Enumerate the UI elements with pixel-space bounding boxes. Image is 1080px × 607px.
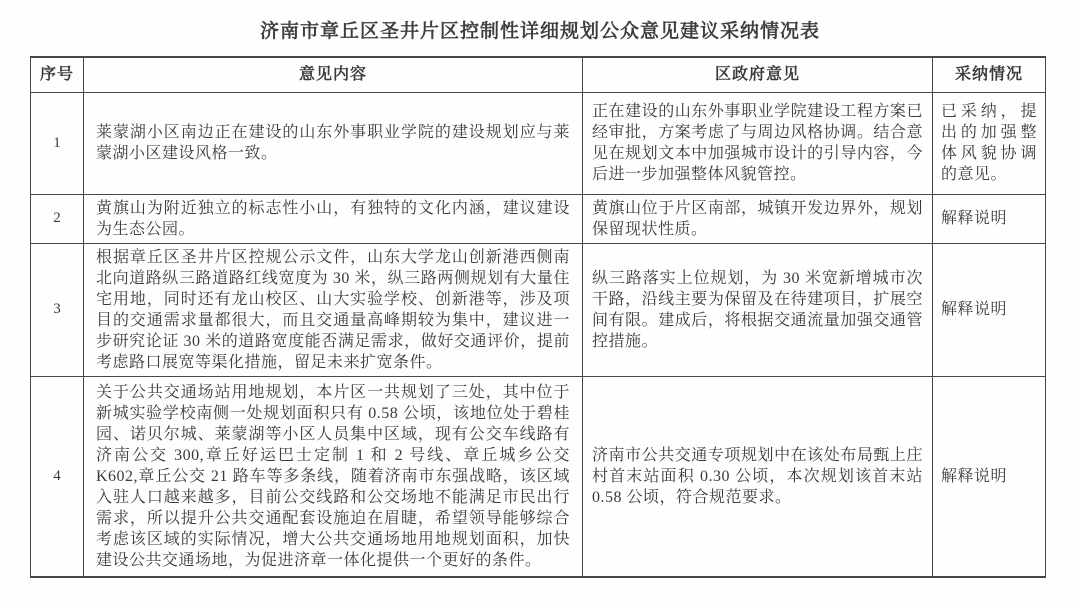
table-row (31, 92, 1046, 194)
row-number-cell: 3 (31, 243, 84, 376)
government-opinion-cell: 济南市公共交通专项规划中在该处布局甄上庄村首末站面积 0.30 公顷，本次规划该首末站 0.58 公顷，符合规范要求。 (583, 376, 933, 577)
row-number-cell: 4 (31, 376, 84, 577)
government-opinion-cell: 黄旗山位于片区南部，城镇开发边界外，规划保留现状性质。 (583, 194, 933, 243)
adoption-status-cell: 解释说明 (933, 194, 1046, 243)
adoption-status-cell: 已采纳，提出的加强整体风貌协调的意见。 (933, 92, 1046, 194)
row-number-cell: 2 (31, 194, 84, 243)
opinion-cell: 黄旗山为附近独立的标志性小山，有独特的文化内涵，建议建设为生态公园。 (84, 194, 583, 243)
adoption-status-cell: 解释说明 (933, 376, 1046, 577)
column-header-government-opinion: 区政府意见 (583, 57, 933, 92)
opinion-cell: 根据章丘区圣井片区控规公示文件，山东大学龙山创新港西侧南北向道路纵三路道路红线宽度为 30 米，纵三路两侧规划有大量住宅用地，同时还有龙山校区、山大实验学校、创新港等，涉及项目的交通需求量都很大，而且交通量高峰期较为集中，建议进一步研究论证 30 米的道路宽度能否满足需求，做好交通评价，提前考虑路口展宽等渠化措施，留足未来扩宽条件。 (84, 243, 583, 376)
column-header-opinion: 意见内容 (84, 57, 583, 92)
column-header-no: 序号 (31, 57, 84, 92)
page-title: 济南市章丘区圣井片区控制性详细规划公众意见建议采纳情况表 (259, 21, 820, 42)
opinion-cell: 莱蒙湖小区南边正在建设的山东外事职业学院的建设规划应与莱蒙湖小区建设风格一致。 (84, 92, 583, 194)
table-row (31, 243, 1046, 376)
adoption-table (30, 56, 1046, 578)
row-number-cell: 1 (31, 92, 84, 194)
table-row (31, 194, 1046, 243)
header-row (31, 57, 1046, 92)
government-opinion-cell: 正在建设的山东外事职业学院建设工程方案已经审批，方案考虑了与周边风格协调。结合意见在规划文本中加强城市设计的引导内容，今后进一步加强整体风貌管控。 (583, 92, 933, 194)
column-header-adoption: 采纳情况 (933, 57, 1046, 92)
adoption-status-cell: 解释说明 (933, 243, 1046, 376)
opinion-cell: 关于公共交通场站用地规划，本片区一共规划了三处，其中位于新城实验学校南侧一处规划面积只有 0.58 公顷，该地位处于碧桂园、诺贝尔城、莱蒙湖等小区人员集中区域，现有公交车线路有济南公交 300,章丘好运巴士定制 1 和 2 号线、章丘城乡公交 K602,章丘公交 21 路车等多条线，随着济南市东强战略，该区域入驻人口越来越多，目前公交线路和公交场地不能满足市民出行需求，所以提升公共交通配套设施迫在眉睫，希望领导能够综合考虑该区域的实际情况，增大公共交通场地用地规划面积，加快建设公共交通场地，为促进济章一体化提供一个更好的条件。 (84, 376, 583, 577)
table-row (31, 376, 1046, 577)
government-opinion-cell: 纵三路落实上位规划，为 30 米宽新增城市次干路，沿线主要为保留及在待建项目，扩展空间有限。建成后，将根据交通流量加强交通管控措施。 (583, 243, 933, 376)
